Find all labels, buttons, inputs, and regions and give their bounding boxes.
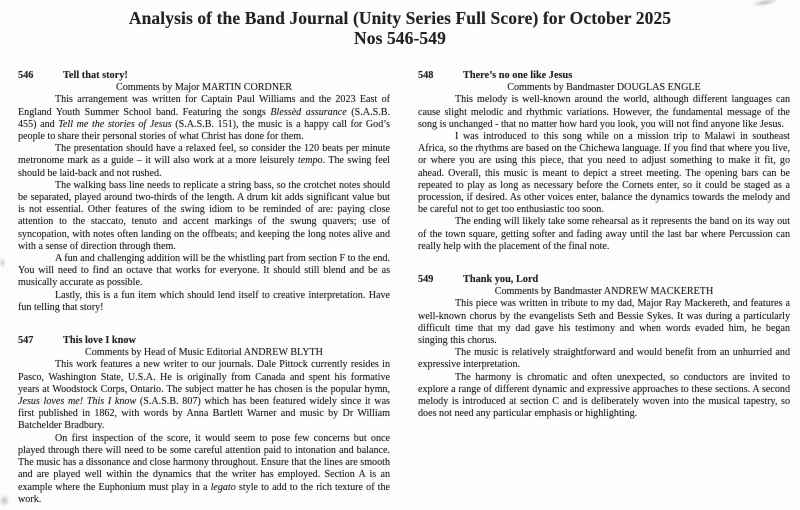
section-number: 549 xyxy=(418,274,434,286)
section-byline: Comments by Bandmaster DOUGLAS ENGLE xyxy=(507,82,701,94)
text-run: The ending will likely take some rehearsal as it represents the band on its way out of the town square, getting softer and fading away until the last bar where Percussion can really help with the placement of the final note. xyxy=(418,216,790,252)
italic-text-run: Jesus loves me! This I know xyxy=(18,396,137,408)
text-run: style to add to the rich texture of the work. xyxy=(18,481,391,505)
body-paragraph xyxy=(18,433,390,506)
text-run: I was introduced to this song while on a mission trip to Malawi in southeast Africa, so the rhythms are based on the Chichewa language. If you find that where you live, or where you are using this piece, that you need to adjust something to make it fit, go ahead. Overall, this music is meant to depict a street meeting. The opening bars can be repeated to play as long as necessary before the Cornets enter, so it could be staged as a procession, if desired. As other voices enter, balance the dynamics towards the melody and be careful not to get too enthusiastic too soon. xyxy=(418,131,790,216)
left-column xyxy=(18,70,390,506)
document-title-line1: Analysis of the Band Journal (Unity Series Full Score) for October 2025 xyxy=(128,8,672,28)
italic-text-run: legato xyxy=(210,481,236,493)
text-run: The harmony is chromatic and often unexpected, so conductors are invited to explore a range of different dynamic and expressive approaches to these sections. A second melody is introduced at section C and is deliberately woven into the musical tapestry, so does not need any particular emphasis or highlighting. xyxy=(418,371,790,420)
text-run: A fun and challenging addition will be the whistling part from section F to the end. You will need to find an octave that works for everyone. It should still blend and be as musically accurate as possible. xyxy=(18,253,390,289)
body-paragraph xyxy=(418,298,790,347)
body-paragraph xyxy=(418,131,790,216)
text-run: This melody is well-known around the world, although different languages can cause slight melodic and rhythmic variations. However, the fundamental message of the song is unchanged - that no matter how hard you look, you will not find anyone like Jesus. xyxy=(418,94,790,130)
italic-text-run: Blessèd assurance xyxy=(270,106,347,118)
text-run: (S.A.S.B. 151), the music is a happy call for God’s people to share their personal stories of what Christ has done for them. xyxy=(18,118,390,143)
section-title: Tell that story! xyxy=(63,70,128,81)
section-title: There’s no one like Jesus xyxy=(463,70,573,81)
text-run: (S.A.S.B. 807) which has been featured widely since it was first published in 1862, with words by Anna Bartlett Warner and music by Dr William Batchelder Bradbury. xyxy=(18,396,390,432)
text-run: This piece was written in tribute to my dad, Major Ray Mackereth, and features a well-known chorus by the evangelists Seth and Bessie Sykes. It was during a particularly difficult time that my dad gave his testimony and when words evaded him, he began singing this chorus. xyxy=(418,298,790,347)
text-run: The music is relatively straightforward and would benefit from an unhurried and expressive interpretation. xyxy=(418,347,790,371)
section-548 xyxy=(418,70,790,253)
scan-smudge xyxy=(0,258,5,267)
text-run: Lastly, this is a fun item which should lend itself to creative interpretation. Have fun telling that story! xyxy=(18,289,390,313)
section-heading xyxy=(418,70,790,82)
body-paragraph xyxy=(418,347,790,371)
text-run: (S.A.S.B. 455) and xyxy=(18,106,390,130)
section-549 xyxy=(418,274,790,420)
body-paragraph xyxy=(18,290,390,314)
section-byline: Comments by Major MARTIN CORDNER xyxy=(115,82,293,94)
body-paragraph xyxy=(18,94,390,143)
two-column-layout xyxy=(18,70,790,506)
scan-smudge xyxy=(752,0,778,7)
section-byline: Comments by Head of Music Editorial ANDREW BLYTH xyxy=(85,347,323,359)
section-title: Thank you, Lord xyxy=(463,274,539,286)
text-run: This arrangement was written for Captain Paul Williams and the 2023 East of England Youth Summer School band. Featuring the songs xyxy=(18,94,390,118)
text-run: The presentation should have a relaxed feel, so consider the 120 beats per minute metronome mark as a guide – it will also work at a more leisurely xyxy=(18,143,390,167)
scan-smudge xyxy=(0,495,9,506)
document-title xyxy=(0,9,800,48)
text-run: This work features a new writer to our journals. Dale Pittock currently resides in Pasco, Washington State, U.S.A. He is originally from Canada and spent his formative years at Woodstock Corps, Ontario. The subject matter he has chosen is the popular hymn, xyxy=(18,359,390,395)
section-heading xyxy=(418,274,790,286)
section-heading xyxy=(18,70,390,82)
section-number: 548 xyxy=(418,70,434,81)
italic-text-run: Tell me the stories of Jesus xyxy=(58,118,172,130)
text-run: On first inspection of the score, it would seem to pose few concerns but once played through there will need to be some careful attention paid to intonation and balance. The music has a dissonance and close harmony throughout. Ensure that the lines are smooth and are played well within the dynamics that the writer has employed. Section A is an example where the Euphonium must play in a xyxy=(18,432,390,493)
body-paragraph xyxy=(418,216,790,253)
body-paragraph xyxy=(418,372,790,421)
text-run: The walking bass line needs to replicate a string bass, so the crotchet notes should be separated, played around two-thirds of the length. A drum kit adds significant value but is not essential. Other features of the swing idiom to be reminded of are: paying close attention to the staccato, tenuto and accent markings of the swung quavers; use of syncopation, with notes often landing on the offbeats; and keeping the long notes alive and with a sense of direction through them. xyxy=(18,179,390,252)
body-paragraph xyxy=(18,253,390,290)
italic-text-run: tempo xyxy=(297,155,323,167)
body-paragraph xyxy=(18,143,390,180)
section-number: 547 xyxy=(18,335,34,347)
section-heading xyxy=(18,335,390,347)
section-546 xyxy=(18,70,390,314)
section-title: This love I know xyxy=(63,335,136,347)
section-number: 546 xyxy=(18,70,34,81)
document-title-line2: Nos 546-549 xyxy=(353,27,446,48)
body-paragraph xyxy=(18,359,390,432)
section-byline: Comments by Bandmaster ANDREW MACKERETH xyxy=(494,286,714,298)
body-paragraph xyxy=(18,180,390,253)
text-run: . The swing feel should be laid-back and not rushed. xyxy=(18,155,390,179)
section-547 xyxy=(18,335,390,506)
body-paragraph xyxy=(418,94,790,131)
right-column xyxy=(418,70,790,506)
